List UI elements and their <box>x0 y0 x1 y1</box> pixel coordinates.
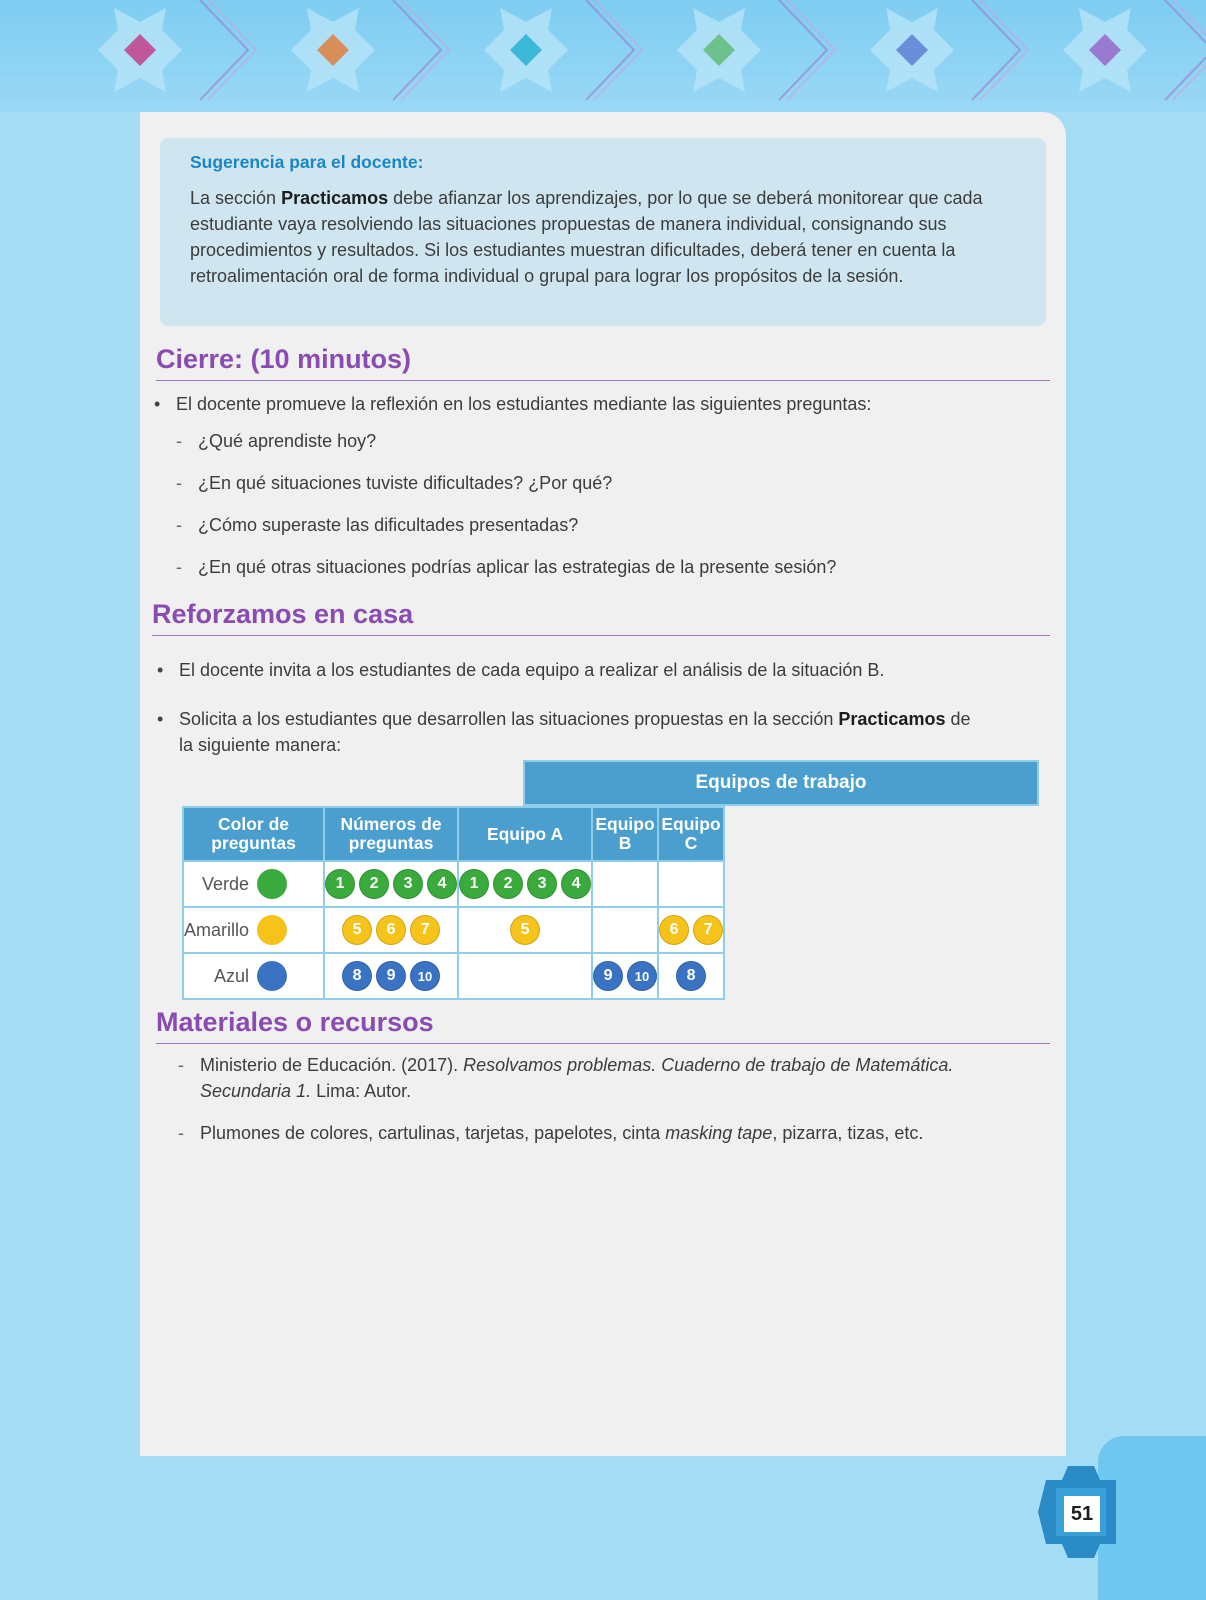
question-number-badge: 4 <box>427 869 457 899</box>
reforzamos-bullet-2: • Solicita a los estudiantes que desarrollen las situaciones propuestas en la sección Practicamos de la siguiente manera: <box>157 709 971 755</box>
teacher-suggestion-box <box>160 138 1046 326</box>
color-cell <box>183 953 324 999</box>
number-badges <box>593 961 657 991</box>
team-b-cell <box>592 861 658 907</box>
teams-header: Equipos de trabajo <box>523 760 1039 806</box>
col-header-team-c: Equipo C <box>658 807 724 861</box>
question-number-badge: 8 <box>676 961 706 991</box>
color-swatch <box>257 961 287 991</box>
col-header-color: Color de preguntas <box>183 807 324 861</box>
team-a-cell <box>458 907 592 953</box>
color-label: Azul <box>214 965 250 986</box>
material-item: - Ministerio de Educación. (2017). Resolvamos problemas. Cuaderno de trabajo de Matemática. Secundaria 1. Lima: Autor. <box>178 1055 954 1101</box>
question-number-badge: 8 <box>342 961 372 991</box>
decorative-header-band <box>0 0 1206 112</box>
question-item: - ¿Qué aprendiste hoy? <box>176 431 377 451</box>
question-number-badge: 10 <box>410 961 440 991</box>
question-number-badge: 6 <box>376 915 406 945</box>
pattern-graphic <box>0 0 1206 112</box>
question-number-badge: 9 <box>376 961 406 991</box>
color-cell <box>183 861 324 907</box>
material-item: - Plumones de colores, cartulinas, tarjetas, papelotes, cinta masking tape, pizarra, tizas, etc. <box>178 1123 924 1143</box>
number-badges <box>459 869 591 899</box>
section-title-materiales: Materiales o recursos <box>156 1007 1050 1044</box>
color-cell <box>183 907 324 953</box>
col-header-numbers: Números de preguntas <box>324 807 458 861</box>
question-number-badge: 5 <box>510 915 540 945</box>
question-item: - ¿Cómo superaste las dificultades presentadas? <box>176 515 579 535</box>
team-a-cell <box>458 953 592 999</box>
color-swatch <box>257 869 287 899</box>
page-number: 51 <box>1064 1496 1100 1532</box>
cierre-bullet: • El docente promueve la reflexión en los estudiantes mediante las siguientes preguntas: <box>154 394 872 414</box>
suggestion-title: Sugerencia para el docente: <box>190 152 424 172</box>
table-row <box>183 953 724 999</box>
section-title-cierre: Cierre: (10 minutos) <box>156 344 1050 381</box>
question-number-badge: 6 <box>659 915 689 945</box>
numbers-cell <box>324 861 458 907</box>
question-number-badge: 9 <box>593 961 623 991</box>
color-label: Verde <box>201 873 250 894</box>
numbers-cell <box>324 907 458 953</box>
table-row <box>183 861 724 907</box>
team-a-cell <box>458 861 592 907</box>
suggestion-text: La sección Practicamos debe afianzar los aprendizajes, por lo que se deberá monitorear que cada estudiante vaya resolviendo las situaciones propuestas de manera individual, consignando sus procedimientos y resultados. Si los estudiantes muestran dificultades, deberá tener en cuenta la retroalimentación oral de forma individual o grupal para lograr los propósitos de la sesión. <box>190 188 983 286</box>
col-header-team-b: Equipo B <box>592 807 658 861</box>
question-item: - ¿En qué otras situaciones podrías aplicar las estrategias de la presente sesión? <box>176 557 837 577</box>
document-page <box>140 112 1066 1456</box>
team-b-cell <box>592 953 658 999</box>
team-c-cell <box>658 907 724 953</box>
question-item: - ¿En qué situaciones tuviste dificultades? ¿Por qué? <box>176 473 613 493</box>
section-title-reforzamos: Reforzamos en casa <box>152 599 1050 636</box>
question-number-badge: 4 <box>561 869 591 899</box>
number-badges <box>325 869 457 899</box>
number-badges <box>325 915 457 945</box>
reforzamos-bullet-1: • El docente invita a los estudiantes de cada equipo a realizar el análisis de la situación B. <box>157 660 885 680</box>
table-row <box>183 907 724 953</box>
team-c-cell <box>658 953 724 999</box>
number-badges <box>659 961 723 991</box>
question-number-badge: 2 <box>359 869 389 899</box>
page-number-tab <box>1070 1436 1206 1600</box>
team-c-cell <box>658 861 724 907</box>
question-number-badge: 1 <box>459 869 489 899</box>
team-b-cell <box>592 907 658 953</box>
question-number-badge: 5 <box>342 915 372 945</box>
number-badges <box>325 961 457 991</box>
color-swatch <box>257 915 287 945</box>
question-number-badge: 7 <box>693 915 723 945</box>
question-number-badge: 10 <box>627 961 657 991</box>
number-badges <box>459 915 591 945</box>
question-number-badge: 3 <box>527 869 557 899</box>
question-distribution-grid <box>182 806 725 1000</box>
question-number-badge: 1 <box>325 869 355 899</box>
col-header-team-a: Equipo A <box>458 807 592 861</box>
question-number-badge: 7 <box>410 915 440 945</box>
question-number-badge: 2 <box>493 869 523 899</box>
question-number-badge: 3 <box>393 869 423 899</box>
number-badges <box>659 915 723 945</box>
numbers-cell <box>324 953 458 999</box>
color-label: Amarillo <box>184 919 250 940</box>
